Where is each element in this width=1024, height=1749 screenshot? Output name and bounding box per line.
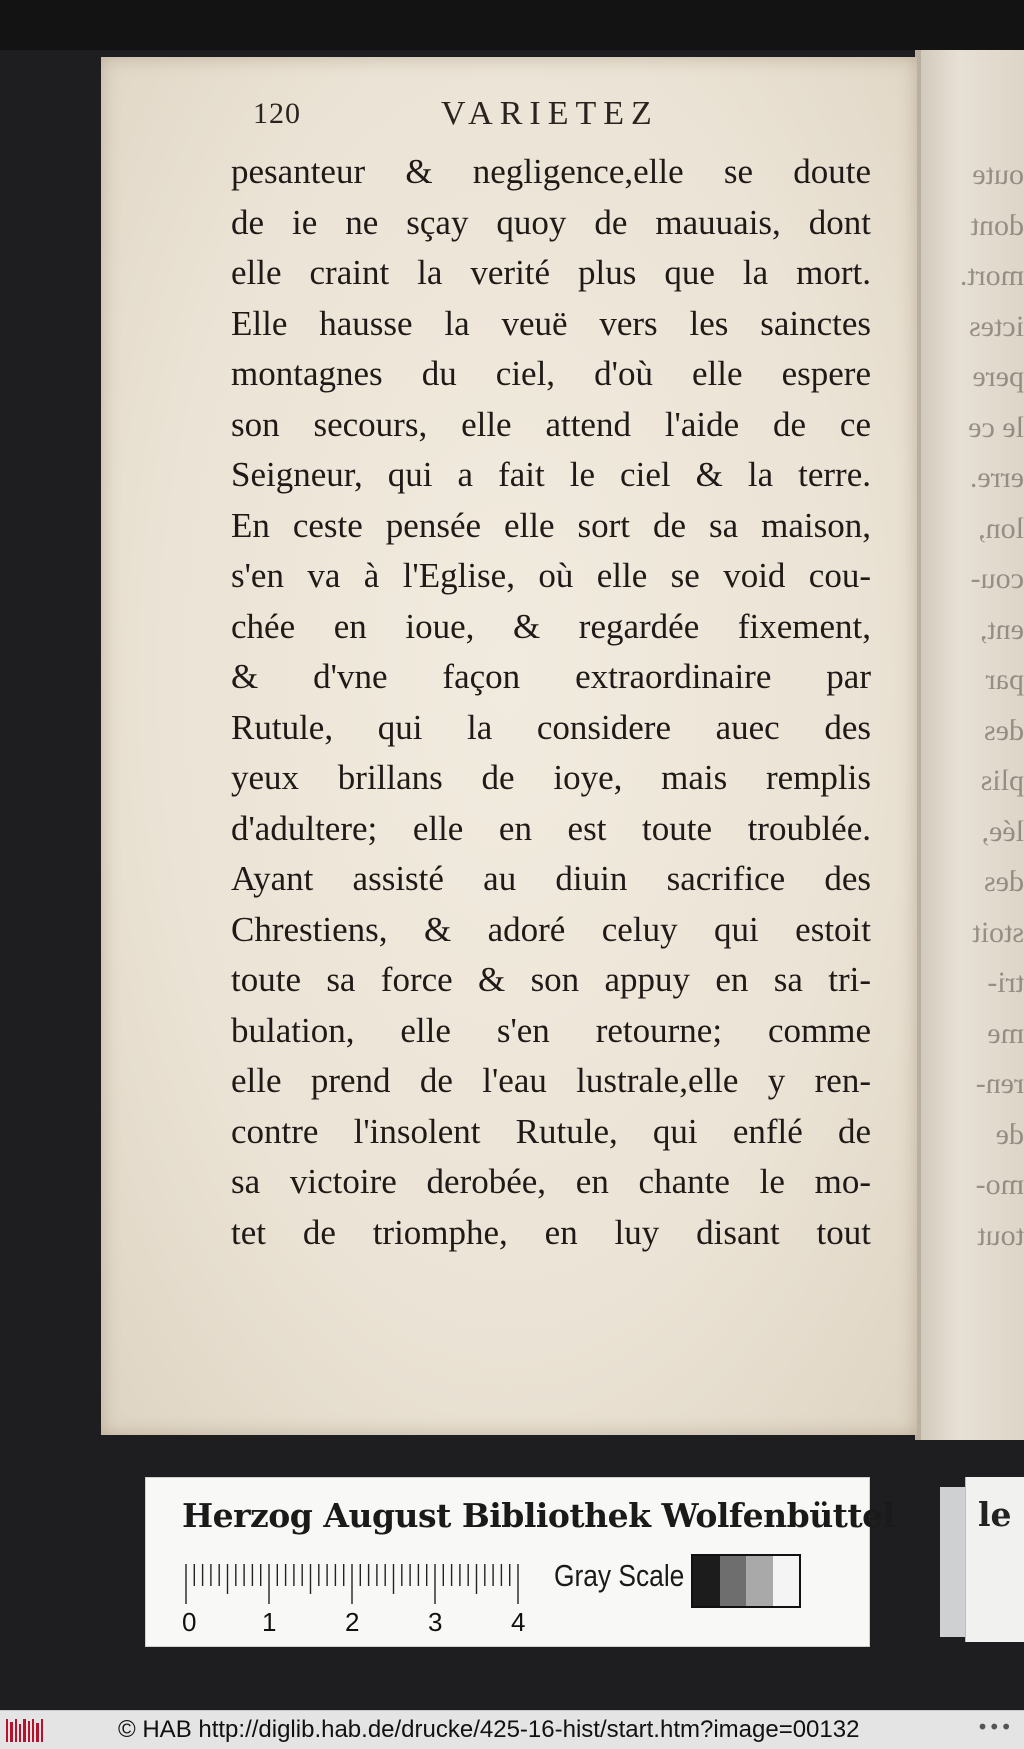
text-line: son secours, elle attend l'aide de ce: [231, 404, 871, 444]
second-card-fragment: le: [978, 1495, 1012, 1534]
page-number: 120: [253, 97, 301, 130]
mirror-fragment: ictes: [969, 309, 1024, 343]
text-line: Ayant assisté au diuin sacrifice des: [231, 859, 871, 898]
mirror-fragment: des: [984, 713, 1024, 747]
gray-scale-swatches: [691, 1554, 801, 1608]
text-line: chée en ioue, & regardée fixement,: [231, 606, 871, 646]
text-line: d'adultere; elle en est toute troublée.: [231, 808, 871, 848]
gray-swatch: [746, 1556, 773, 1606]
color-card: [145, 1477, 895, 1647]
mirror-fragment: cou-: [970, 562, 1024, 595]
mirror-fragment: lée,: [981, 814, 1024, 848]
mirror-fragment: ren-: [975, 1067, 1024, 1100]
text-line: montagnes du ciel, d'où elle espere: [231, 354, 871, 393]
text-line: Seigneur, qui a fait le ciel & la terre.: [231, 455, 871, 494]
mirror-fragment: par: [985, 663, 1024, 696]
text-line: elle craint la verité plus que la mort.: [231, 253, 871, 292]
text-line: Chrestiens, & adoré celuy qui estoit: [231, 909, 871, 949]
text-block: [231, 147, 871, 1258]
running-head: VARIETEZ: [441, 95, 659, 132]
text-line: En ceste pensée elle sort de sa maison,: [231, 505, 871, 545]
gray-swatch: [720, 1556, 747, 1606]
text-line: bulation, elle s'en retourne; comme: [231, 1010, 871, 1050]
ruler-label: 0: [182, 1607, 197, 1636]
ruler-label: 3: [428, 1607, 443, 1636]
book-page: [101, 57, 917, 1435]
text-line: & d'vne façon extraordinaire par: [231, 657, 871, 696]
gray-swatch: [773, 1556, 800, 1606]
ruler: [182, 1556, 542, 1636]
text-line: de ie ne sçay quoy de mauuais, dont: [231, 202, 871, 242]
text-line: sa victoire derobée, en chante le mo-: [231, 1162, 871, 1201]
text-line: elle prend de l'eau lustrale,elle y ren-: [231, 1061, 871, 1100]
mirror-fragment: ent,: [979, 612, 1024, 646]
mirror-fragment: le ce: [968, 410, 1024, 444]
text-line: tet de triomphe, en luy disant tout: [231, 1212, 871, 1252]
mirror-fragment: oute: [972, 158, 1024, 191]
mirror-fragment: me: [987, 1016, 1024, 1050]
text-line: contre l'insolent Rutule, qui enflé de: [231, 1111, 871, 1151]
mirror-fragment: pere: [972, 360, 1024, 393]
text-line: yeux brillans de ioye, mais remplis: [231, 758, 871, 797]
facing-page-mirror-text: [948, 150, 1024, 1261]
mirror-fragment: de: [995, 1117, 1024, 1151]
text-line: Rutule, qui la considere auec des: [231, 707, 871, 747]
mirror-fragment: mort.: [959, 259, 1024, 292]
card-title: Herzog August Bibliothek Wolfenbüttel: [182, 1496, 895, 1535]
gray-swatch: [693, 1556, 720, 1606]
barcode-icon: [6, 1717, 46, 1744]
mirror-fragment: tri-: [987, 966, 1024, 999]
mirror-fragment: erre.: [969, 461, 1024, 494]
footer-bar: [0, 1710, 1024, 1749]
text-line: s'en va à l'Eglise, où elle se void cou-: [231, 556, 871, 595]
mirror-fragment: des: [984, 865, 1024, 898]
mirror-fragment: tout: [977, 1218, 1024, 1252]
gray-scale-label: Gray Scale: [554, 1558, 685, 1593]
ruler-label: 1: [262, 1607, 277, 1636]
mirror-fragment: stoit: [972, 915, 1024, 949]
mirror-fragment: plis: [980, 764, 1024, 797]
mirror-fragment: lon,: [978, 511, 1024, 545]
text-line: toute sa force & son appuy en sa tri-: [231, 960, 871, 999]
ruler-label: 2: [345, 1607, 360, 1636]
mirror-fragment: mo-: [975, 1168, 1024, 1201]
text-line: Elle hausse la veuë vers les sainctes: [231, 303, 871, 343]
text-line: pesanteur & negligence,elle se doute: [231, 152, 871, 191]
ruler-label: 4: [511, 1607, 526, 1636]
more-icon[interactable]: •••: [976, 1715, 1012, 1739]
mirror-fragment: dont: [970, 208, 1024, 242]
second-card: [965, 1477, 1024, 1642]
top-shadow: [0, 0, 1024, 50]
side-label-strip: [940, 1487, 966, 1637]
copyright-url[interactable]: © HAB http://diglib.hab.de/drucke/425-16-hist/start.htm?image=00132: [118, 1716, 860, 1743]
